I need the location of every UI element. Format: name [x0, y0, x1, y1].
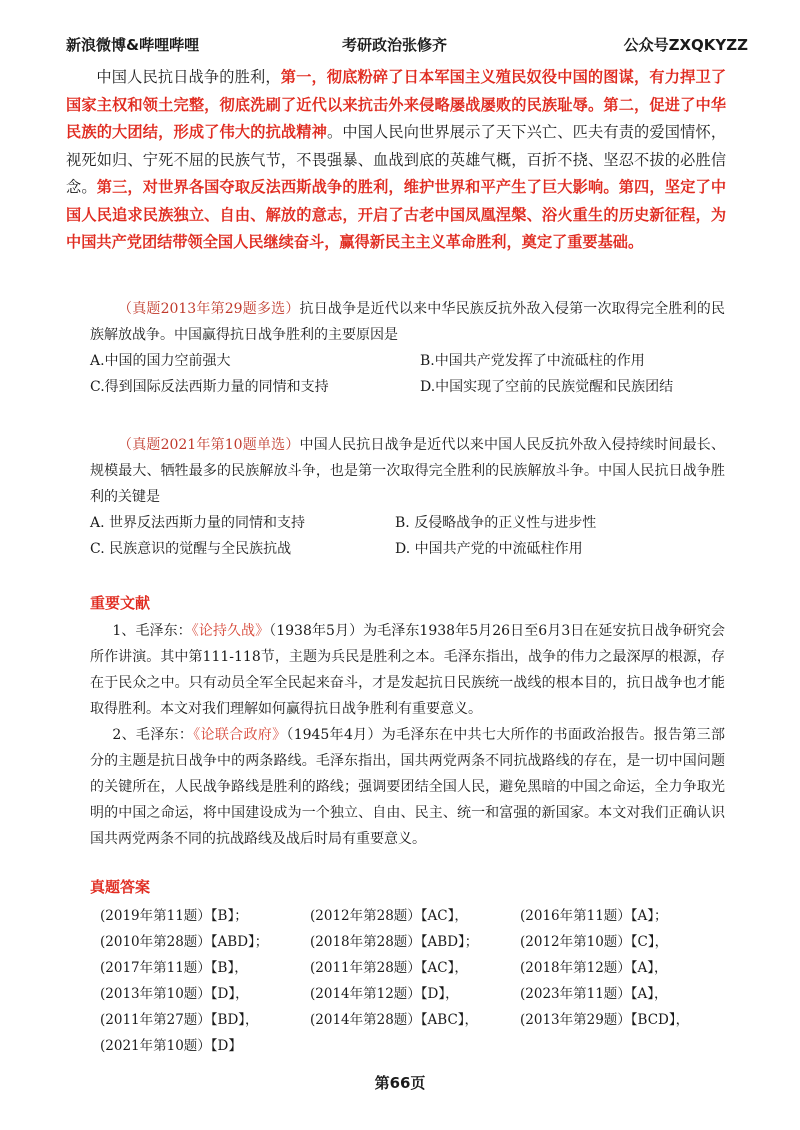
answer-item: (2013年第10题）【D】， [100, 986, 249, 1002]
answer-item: (2023年第11题）【A】， [520, 986, 668, 1002]
answer-item: (2011年第28题）【AC】， [310, 960, 468, 976]
intro-text-1: 中国人民抗日战争的胜利， [96, 68, 281, 86]
answer-item: (2017年第11题）【B】， [100, 960, 248, 976]
question-2-stem [90, 432, 725, 510]
question-1-options [90, 348, 725, 400]
question-2-text: 中国人民抗日战争是近代以来中国人民反抗外敌入侵持续时间最长、规模最大、牺牲最多的民族解放斗争，也是第一次取得完全胜利的民族解放斗争。中国人民抗日战争胜利的关键是 [90, 437, 726, 505]
header-left: 新浪微博&哔哩哔哩 [66, 36, 200, 54]
document-1-title: 《论持久战》 [191, 623, 270, 639]
answer-item: (2018年第12题）【A】， [520, 960, 668, 976]
answer-item: (2012年第28题）【AC】， [310, 908, 468, 924]
answer-item: (2016年第11题）【A】； [520, 908, 668, 924]
answer-item: (2014年第12题）【D】， [310, 986, 459, 1002]
document-1 [90, 618, 725, 722]
option-d: D. 中国共产党的中流砥柱作用 [395, 541, 583, 557]
document-2-title: 《论联合政府》 [193, 727, 287, 743]
section-title-documents: 重要文献 [90, 594, 151, 612]
document-1-body: （1938年5月）为毛泽东1938年5月26日至6月3日在延安抗日战争研究会所作讲演。其中第111-118节，主题为兵民是胜利之本。毛泽东指出，战争的伟力之最深厚的根源，存在于民众之中。只有动员全军全民起来奋斗，才是发起抗日民族统一战线的根本目的，抗日战争也才能取得胜利。本文对我们理解如何赢得抗日战争胜利有重要意义。 [90, 623, 726, 717]
answer-row [100, 904, 730, 930]
option-b: B.中国共产党发挥了中流砥柱的作用 [420, 353, 645, 369]
header-center: 考研政治张修齐 [342, 36, 448, 54]
option-c: C.得到国际反法西斯力量的同情和支持 [90, 379, 329, 395]
intro-paragraph [66, 64, 726, 257]
intro-highlight-1: 第一，彻底粉碎了日本军国主义殖民奴役中国的图谋，有力捍卫了国家主权和领土完整，彻底洗刷了近代以来抗击外来侵略屡战屡败的民族耻辱。第二，促进了中华民族的大团结，形成了伟大的抗战精神 [66, 68, 727, 141]
question-2 [90, 432, 725, 562]
question-1-tag: （真题2013年第29题多选） [118, 301, 300, 317]
answer-row [100, 982, 730, 1008]
document-1-num: 1、毛泽东： [112, 623, 192, 639]
option-d: D.中国实现了空前的民族觉醒和民族团结 [420, 379, 674, 395]
question-2-options [90, 510, 725, 562]
answer-item: (2010年第28题）【ABD】； [100, 934, 269, 950]
question-1-text: 抗日战争是近代以来中华民族反抗外敌入侵第一次取得完全胜利的民族解放战争。中国赢得抗日战争胜利的主要原因是 [90, 301, 726, 343]
question-1 [90, 296, 725, 400]
header-right: 公众号ZXQKYZZ [623, 36, 748, 54]
answer-row [100, 1034, 730, 1060]
answer-item: (2018年第28题）【ABD】； [310, 934, 479, 950]
question-2-tag: （真题2021年第10题单选） [118, 437, 300, 453]
answer-item: (2012年第10题）【C】， [520, 934, 669, 950]
option-a: A.中国的国力空前强大 [90, 353, 231, 369]
answer-item: (2014年第28题）【ABC】， [310, 1012, 479, 1028]
intro-text-2: 。中国人民向世界展示了天下兴亡、匹夫有责的爱国情怀，视死如归、宁死不屈的民族气节，不畏强暴、血战到底的英雄气概，百折不挠、坚忍不拔的必胜信念。 [66, 123, 727, 196]
page-header [56, 34, 748, 60]
answer-item: (2013年第29题）【BCD】， [520, 1012, 690, 1028]
section-title-answers: 真题答案 [90, 878, 151, 896]
answer-row [100, 930, 730, 956]
answer-item: (2021年第10题）【D】 [100, 1038, 242, 1054]
option-b: B. 反侵略战争的正义性与进步性 [395, 515, 597, 531]
question-1-stem [90, 296, 725, 348]
document-2-body: （1945年4月）为毛泽东在中共七大所作的书面政治报告。报告第三部分的主题是抗日战争中的两条路线。毛泽东指出，国共两党两条不同抗战路线的存在，是一切中国问题的关键所在，人民战争路线是胜利的路线；强调要团结全国人民，避免黑暗的中国之命运，全力争取光明的中国之命运，将中国建设成为一个独立、自由、民主、统一和富强的新国家。本文对我们正确认识国共两党两条不同的抗战路线及战后时局有重要意义。 [90, 727, 725, 847]
document-2-num: 2、毛泽东： [112, 727, 194, 743]
document-2 [90, 722, 725, 852]
answer-list [100, 904, 730, 1060]
option-c: C. 民族意识的觉醒与全民族抗战 [90, 541, 292, 557]
intro-highlight-2: 第三，对世界各国夺取反法西斯战争的胜利，维护世界和平产生了巨大影响。第四，坚定了中国人民追求民族独立、自由、解放的意志，开启了古老中国凤凰涅槃、浴火重生的历史新征程，为中国共产党团结带领全国人民继续奋斗，赢得新民主主义革命胜利，奠定了重要基础。 [66, 178, 727, 251]
answer-item: (2019年第11题）【B】； [100, 908, 248, 924]
answer-item: (2011年第27题）【BD】， [100, 1012, 259, 1028]
answer-row [100, 956, 730, 982]
answer-row [100, 1008, 730, 1034]
page-number: 第66页 [374, 1074, 426, 1092]
option-a: A. 世界反法西斯力量的同情和支持 [90, 515, 306, 531]
